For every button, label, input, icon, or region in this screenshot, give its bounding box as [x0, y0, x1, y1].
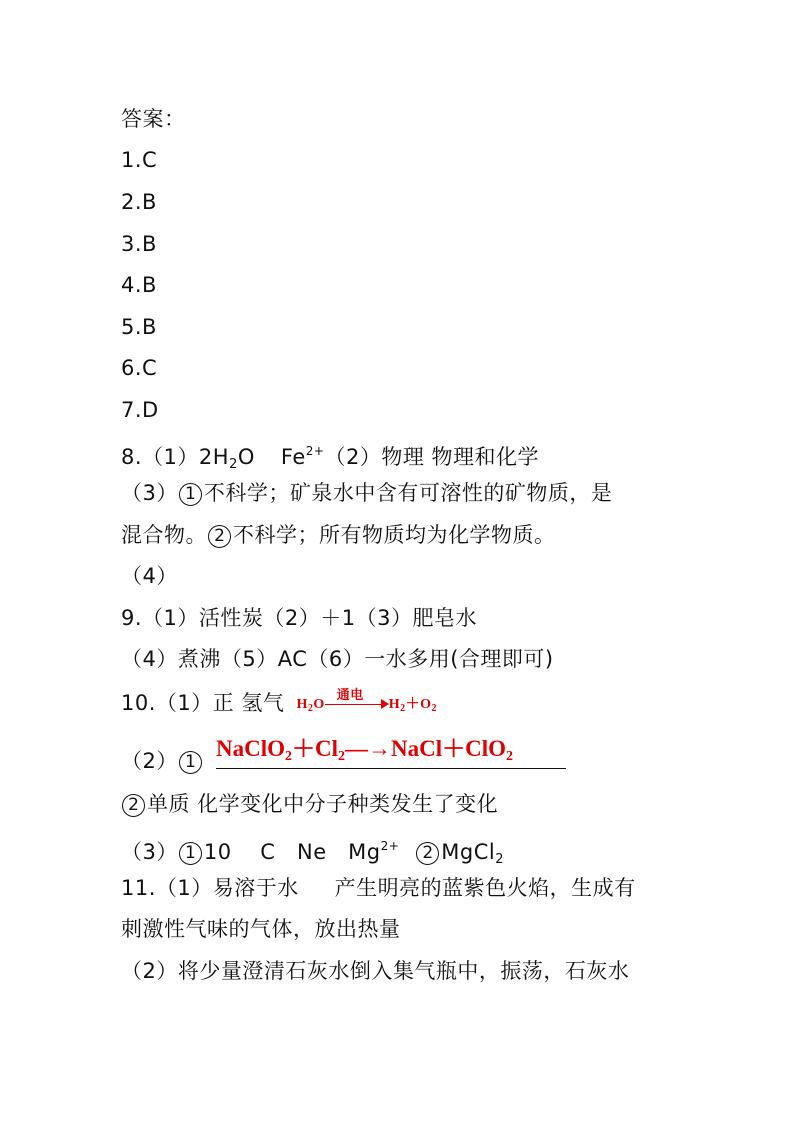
- q10-label-3: （3）: [121, 840, 178, 864]
- answer-10-part3: [121, 832, 504, 874]
- answer-8-part1: [121, 437, 539, 479]
- q10-part3-text: 10 C Ne Mg: [203, 840, 381, 864]
- circled-number-2: 2: [416, 842, 439, 865]
- circled-number-1: 1: [179, 483, 202, 506]
- q8-label-3: （3）: [121, 481, 178, 505]
- answers-heading: 答案：: [121, 107, 186, 131]
- answer-10-part2: [121, 747, 204, 775]
- water-formula: $2H_2O$: [198, 445, 255, 472]
- q8-number: 8.: [121, 445, 143, 469]
- answer-11-line3: （2）将少量澄清石灰水倒入集气瓶中，振荡，石灰水: [121, 959, 630, 983]
- q8-part2-text: 物理 物理和化学: [381, 445, 540, 469]
- answer-8-part3-cont: [121, 521, 556, 549]
- answer-6: 6.C: [121, 356, 158, 380]
- q8-label-2: （2）: [324, 445, 382, 469]
- circled-number-1: 1: [179, 842, 202, 865]
- answer-8-part3: [121, 479, 612, 507]
- answer-8-part4: （4）: [121, 564, 178, 588]
- answer-10-part1: [121, 686, 437, 723]
- q8-part3-text3: 不科学；所有物质均为化学物质。: [233, 523, 556, 547]
- circled-number-2: 2: [122, 794, 145, 817]
- q8-part3-text2: 混合物。: [121, 523, 207, 547]
- q10-line3-text: 单质 化学变化中分子种类发生了变化: [147, 792, 499, 816]
- answer-5: 5.B: [121, 315, 157, 339]
- answer-11-line2: 刺激性气味的气体，放出热量: [121, 917, 401, 941]
- circled-number-1: 1: [179, 751, 202, 774]
- answer-3: 3.B: [121, 232, 157, 256]
- answer-11-line1: 11.（1）易溶于水 产生明亮的蓝紫色火焰，生成有: [121, 876, 636, 900]
- answer-7: 7.D: [121, 398, 159, 422]
- magnesium-ion-charge: 2+: [380, 839, 400, 853]
- answer-1: 1.C: [121, 148, 158, 172]
- reaction-arrow: [325, 686, 389, 712]
- answer-2: 2.B: [121, 190, 157, 214]
- chlorine-dioxide-equation: $NaClO_2+Cl_2—\to NaCl+ClO_2$: [216, 732, 566, 769]
- q8-label-1: （1）: [142, 445, 199, 469]
- answer-10-part2-b: [121, 790, 498, 818]
- electrolysis-equation: $H_2O$ 通电 $H_2+O_2$: [296, 691, 437, 723]
- answer-9-line2: （4）煮沸（5）AC（6）一水多用(合理即可): [121, 647, 554, 671]
- q10-label-2: （2）: [121, 749, 178, 773]
- answer-9-line1: 9.（1）活性炭（2）＋1（3）肥皂水: [121, 606, 477, 630]
- q10-prefix: 10.（1）正 氢气: [121, 691, 285, 715]
- condition-label: 通电: [336, 686, 364, 702]
- circled-number-2: 2: [208, 525, 231, 548]
- answer-4: 4.B: [121, 273, 157, 297]
- iron-ion: $Fe^{2+}$: [280, 444, 325, 469]
- magnesium-chloride: MgCl$_2$: [441, 840, 505, 867]
- q8-part3-text1: 不科学；矿泉水中含有可溶性的矿物质，是: [203, 481, 613, 505]
